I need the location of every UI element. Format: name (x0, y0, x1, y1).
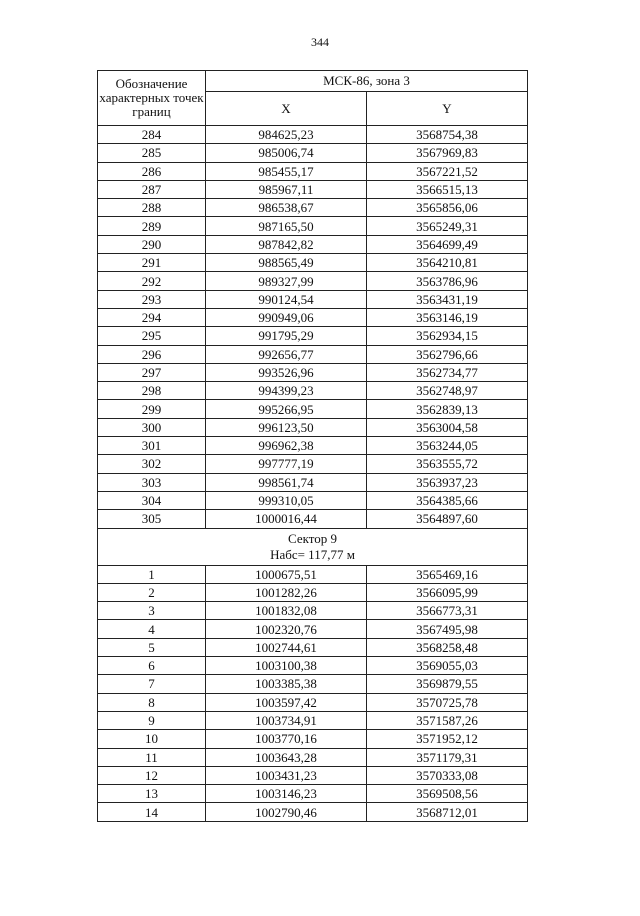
table-row (98, 180, 528, 198)
table-row (98, 675, 528, 693)
table-row (98, 491, 528, 509)
x-coordinate-cell: 1003597,42 (206, 693, 367, 711)
y-coordinate-cell: 3567495,98 (367, 620, 528, 638)
x-coordinate-cell: 995266,95 (206, 400, 367, 418)
point-id-cell: 297 (98, 363, 206, 381)
point-id-cell: 6 (98, 657, 206, 675)
x-coordinate-cell: 1003146,23 (206, 785, 367, 803)
point-id-cell: 13 (98, 785, 206, 803)
table-row (98, 730, 528, 748)
table-row (98, 583, 528, 601)
point-id-cell: 9 (98, 711, 206, 729)
x-coordinate-cell: 990124,54 (206, 290, 367, 308)
table-row (98, 437, 528, 455)
x-coordinate-cell: 1001282,26 (206, 583, 367, 601)
x-coordinate-cell: 996123,50 (206, 418, 367, 436)
table-row (98, 418, 528, 436)
x-coordinate-cell: 985455,17 (206, 162, 367, 180)
x-coordinate-cell: 996962,38 (206, 437, 367, 455)
point-id-cell: 298 (98, 382, 206, 400)
y-coordinate-cell: 3568712,01 (367, 803, 528, 821)
table-row (98, 693, 528, 711)
point-id-cell: 7 (98, 675, 206, 693)
y-coordinate-cell: 3564385,66 (367, 491, 528, 509)
table-header-row (98, 71, 528, 92)
y-coordinate-cell: 3564210,81 (367, 254, 528, 272)
point-id-cell: 285 (98, 144, 206, 162)
table-row (98, 565, 528, 583)
x-coordinate-cell: 987165,50 (206, 217, 367, 235)
point-id-cell: 304 (98, 491, 206, 509)
table-row (98, 144, 528, 162)
x-coordinate-cell: 992656,77 (206, 345, 367, 363)
table-row (98, 345, 528, 363)
y-coordinate-cell: 3562734,77 (367, 363, 528, 381)
x-coordinate-cell: 985006,74 (206, 144, 367, 162)
table-row (98, 217, 528, 235)
table-row (98, 638, 528, 656)
table-row (98, 602, 528, 620)
x-coordinate-cell: 1003643,28 (206, 748, 367, 766)
point-id-cell: 289 (98, 217, 206, 235)
x-coordinate-cell: 1003100,38 (206, 657, 367, 675)
section-title: Сектор 9 (287, 530, 337, 546)
point-id-cell: 290 (98, 235, 206, 253)
y-coordinate-cell: 3568754,38 (367, 126, 528, 144)
point-id-cell: 303 (98, 473, 206, 491)
y-coordinate-cell: 3564897,60 (367, 510, 528, 528)
point-id-cell: 10 (98, 730, 206, 748)
y-coordinate-cell: 3571587,26 (367, 711, 528, 729)
table-row (98, 785, 528, 803)
point-id-cell: 11 (98, 748, 206, 766)
page-number: 344 (311, 35, 329, 49)
point-id-cell: 296 (98, 345, 206, 363)
y-coordinate-cell: 3563146,19 (367, 308, 528, 326)
section-height: Набс= 117,77 м (270, 546, 355, 562)
x-coordinate-cell: 991795,29 (206, 327, 367, 345)
table-row (98, 766, 528, 784)
y-coordinate-cell: 3566515,13 (367, 180, 528, 198)
y-coordinate-cell: 3571952,12 (367, 730, 528, 748)
point-id-cell: 293 (98, 290, 206, 308)
x-column-header: X (206, 92, 367, 126)
y-coordinate-cell: 3569879,55 (367, 675, 528, 693)
x-coordinate-cell: 1002790,46 (206, 803, 367, 821)
point-id-cell: 1 (98, 565, 206, 583)
point-designation-header: Обозначение характерных точек границ (98, 71, 206, 126)
point-id-cell: 288 (98, 199, 206, 217)
point-id-cell: 4 (98, 620, 206, 638)
y-coordinate-cell: 3569055,03 (367, 657, 528, 675)
x-coordinate-cell: 1003385,38 (206, 675, 367, 693)
table-row (98, 290, 528, 308)
y-coordinate-cell: 3562796,66 (367, 345, 528, 363)
point-id-cell: 286 (98, 162, 206, 180)
table-row (98, 199, 528, 217)
y-coordinate-cell: 3571179,31 (367, 748, 528, 766)
table-row (98, 272, 528, 290)
point-id-cell: 3 (98, 602, 206, 620)
point-id-cell: 8 (98, 693, 206, 711)
y-coordinate-cell: 3567969,83 (367, 144, 528, 162)
y-coordinate-cell: 3563555,72 (367, 455, 528, 473)
point-id-cell: 305 (98, 510, 206, 528)
y-coordinate-cell: 3570725,78 (367, 693, 528, 711)
y-coordinate-cell: 3565856,06 (367, 199, 528, 217)
y-coordinate-cell: 3569508,56 (367, 785, 528, 803)
point-id-cell: 12 (98, 766, 206, 784)
y-coordinate-cell: 3567221,52 (367, 162, 528, 180)
table-row (98, 455, 528, 473)
x-coordinate-cell: 988565,49 (206, 254, 367, 272)
y-column-header: Y (367, 92, 528, 126)
table-row (98, 254, 528, 272)
table-row (98, 400, 528, 418)
x-coordinate-cell: 986538,67 (206, 199, 367, 217)
point-id-cell: 299 (98, 400, 206, 418)
y-coordinate-cell: 3565249,31 (367, 217, 528, 235)
y-coordinate-cell: 3570333,08 (367, 766, 528, 784)
x-coordinate-cell: 984625,23 (206, 126, 367, 144)
table-row (98, 382, 528, 400)
x-coordinate-cell: 990949,06 (206, 308, 367, 326)
point-id-cell: 2 (98, 583, 206, 601)
table-row (98, 748, 528, 766)
x-coordinate-cell: 987842,82 (206, 235, 367, 253)
point-id-cell: 292 (98, 272, 206, 290)
y-coordinate-cell: 3565469,16 (367, 565, 528, 583)
y-coordinate-cell: 3564699,49 (367, 235, 528, 253)
x-coordinate-cell: 1002744,61 (206, 638, 367, 656)
y-coordinate-cell: 3562748,97 (367, 382, 528, 400)
point-id-cell: 301 (98, 437, 206, 455)
x-coordinate-cell: 1001832,08 (206, 602, 367, 620)
point-id-cell: 287 (98, 180, 206, 198)
table-row (98, 803, 528, 821)
point-id-cell: 5 (98, 638, 206, 656)
point-id-cell: 294 (98, 308, 206, 326)
point-id-cell: 284 (98, 126, 206, 144)
table-row (98, 162, 528, 180)
point-id-cell: 14 (98, 803, 206, 821)
table-row (98, 308, 528, 326)
x-coordinate-cell: 994399,23 (206, 382, 367, 400)
table-row (98, 620, 528, 638)
point-id-cell: 300 (98, 418, 206, 436)
table-row (98, 711, 528, 729)
y-coordinate-cell: 3566773,31 (367, 602, 528, 620)
table-row (98, 327, 528, 345)
y-coordinate-cell: 3562934,15 (367, 327, 528, 345)
section-cell (98, 528, 528, 565)
y-coordinate-cell: 3563786,96 (367, 272, 528, 290)
x-coordinate-cell: 997777,19 (206, 455, 367, 473)
x-coordinate-cell: 1002320,76 (206, 620, 367, 638)
x-coordinate-cell: 985967,11 (206, 180, 367, 198)
y-coordinate-cell: 3566095,99 (367, 583, 528, 601)
y-coordinate-cell: 3563004,58 (367, 418, 528, 436)
x-coordinate-cell: 999310,05 (206, 491, 367, 509)
x-coordinate-cell: 998561,74 (206, 473, 367, 491)
y-coordinate-cell: 3563937,23 (367, 473, 528, 491)
x-coordinate-cell: 993526,96 (206, 363, 367, 381)
x-coordinate-cell: 1000016,44 (206, 510, 367, 528)
table-row (98, 473, 528, 491)
y-coordinate-cell: 3568258,48 (367, 638, 528, 656)
x-coordinate-cell: 1000675,51 (206, 565, 367, 583)
point-id-cell: 295 (98, 327, 206, 345)
coordinates-table (97, 70, 528, 822)
table-row (98, 126, 528, 144)
coordinate-system-header: МСК-86, зона 3 (206, 71, 528, 92)
point-id-cell: 291 (98, 254, 206, 272)
x-coordinate-cell: 989327,99 (206, 272, 367, 290)
x-coordinate-cell: 1003431,23 (206, 766, 367, 784)
x-coordinate-cell: 1003770,16 (206, 730, 367, 748)
table-row (98, 657, 528, 675)
point-id-cell: 302 (98, 455, 206, 473)
section-row (98, 528, 528, 565)
x-coordinate-cell: 1003734,91 (206, 711, 367, 729)
table-row (98, 510, 528, 528)
table-row (98, 235, 528, 253)
y-coordinate-cell: 3563244,05 (367, 437, 528, 455)
y-coordinate-cell: 3563431,19 (367, 290, 528, 308)
table-row (98, 363, 528, 381)
y-coordinate-cell: 3562839,13 (367, 400, 528, 418)
